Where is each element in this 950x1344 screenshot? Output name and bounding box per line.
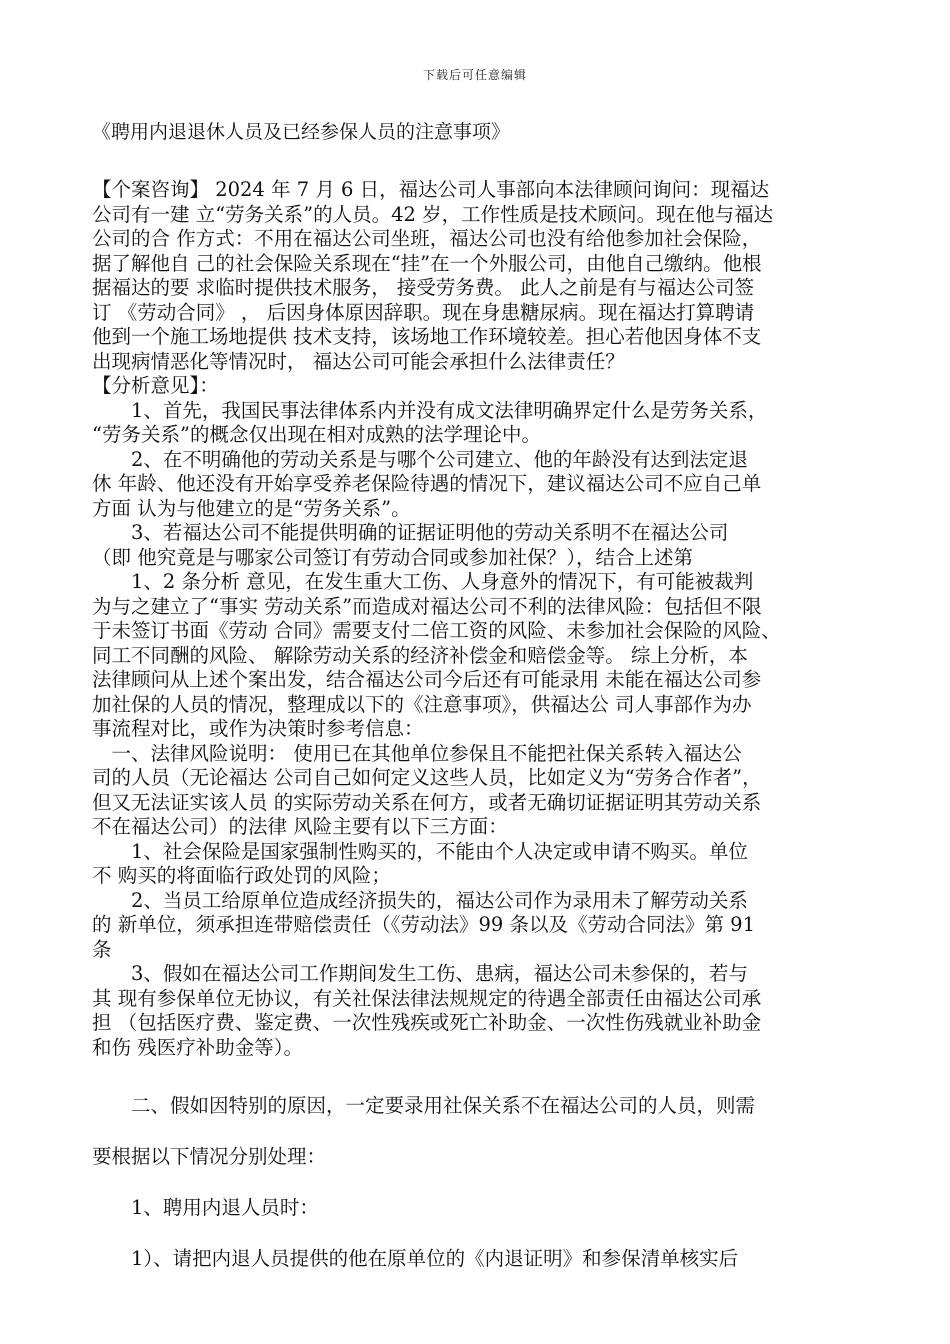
body-line: 1、聘用内退人员时： <box>92 1196 319 1219</box>
body-line: 方面 认为与他建立的是“劳务关系”。 <box>92 496 411 520</box>
body-line: 据了解他自 己的社会保险关系现在“挂”在一个外服公司，由他自己缴纳。他根 <box>92 251 762 275</box>
body-line: 公司有一建 立“劳务关系”的人员。42 岁，工作性质是技术顾问。现在他与福达 <box>92 202 774 226</box>
body-line: 司的人员（无论福达 公司自己如何定义这些人员，比如定义为“劳务合作者”， <box>92 766 762 789</box>
body-line: 不 购买的将面临行政处罚的风险； <box>92 864 391 887</box>
body-line: 担 （包括医疗费、鉴定费、一次性残疾或死亡补助金、一次性伤残就业补助金 <box>92 1011 762 1034</box>
body-line: 2、当员工给原单位造成经济损失的，福达公司作为录用未了解劳动关系 <box>92 888 748 912</box>
body-line: （即 他究竟是与哪家公司签订有劳动合同或参加社保？），结合上述第 <box>92 545 693 569</box>
body-line: 于未签订书面《劳动 合同》需要支付二倍工资的风险、未参加社会保险的风险、 <box>92 619 781 642</box>
body-line: 其 现有参保单位无协议，有关社保法律法规规定的待遇全部责任由福达公司承 <box>92 986 762 1010</box>
body-line: 但又无法证实该人员 的实际劳动关系在何方，或者无确切证据证明其劳动关系 <box>92 790 762 814</box>
section-heading: 【分析意见】： <box>92 374 219 397</box>
document-body <box>92 178 862 1284</box>
body-line: 据福达的要 求临时提供技术服务， 接受劳务费。 此人之前是有与福达公司签 <box>92 276 755 299</box>
body-line: “劳务关系”的概念仅出现在相对成熟的法学理论中。 <box>92 423 541 446</box>
body-line: 一、法律风险说明： 使用已在其他单位参保且不能把社保关系转入福达公 <box>92 741 742 765</box>
header-note: 下载后可任意编辑 <box>422 68 527 82</box>
body-line: 3、假如在福达公司工作期间发生工伤、患病，福达公司未参保的，若与 <box>92 962 748 985</box>
body-line: 出现病情恶化等情况时， 福达公司可能会承担什么法律责任？ <box>92 349 625 373</box>
body-line: 1、2 条分析 意见，在发生重大工伤、人身意外的情况下，有可能被裁判 <box>92 570 754 593</box>
body-line: 【个案咨询】 2024 年 7 月 6 日，福达公司人事部向本法律顾问询问：现福达 <box>92 178 770 201</box>
body-line: 他到一个施工场地提供 技术支持，该场地工作环境较差。担心若他因身体不支 <box>92 325 762 348</box>
body-line: 1、社会保险是国家强制性购买的，不能由个人决定或申请不购买。单位 <box>92 839 748 863</box>
body-line: 1、首先，我国民事法律体系内并没有成文法律明确界定什么是劳务关系， <box>92 398 768 422</box>
body-line: 法律顾问从上述个案出发，结合福达公司今后还有可能录用 未能在福达公司参 <box>92 668 762 691</box>
body-line: 要根据以下情况分别处理： <box>92 1145 327 1168</box>
body-line: 2、在不明确他的劳动关系是与哪个公司建立、他的年龄没有达到法定退 <box>92 447 748 471</box>
body-line: 1）、请把内退人员提供的他在原单位的《内退证明》和参保清单核实后 <box>92 1247 739 1270</box>
body-line: 二、假如因特别的原因，一定要录用社保关系不在福达公司的人员，则需 <box>92 1094 756 1117</box>
body-line: 不在福达公司）的法律 风险主要有以下三方面： <box>92 815 508 838</box>
body-line: 3、若福达公司不能提供明确的证据证明他的劳动关系明不在福达公司 <box>92 521 729 544</box>
body-line: 为与之建立了“事实 劳动关系”而造成对福达公司不利的法律风险：包括但不限 <box>92 594 762 618</box>
paragraph-gap <box>92 1060 862 1080</box>
body-line: 条 <box>92 937 112 961</box>
document-title: 《聘用内退退休人员及已经参保人员的注意事项》 <box>92 121 511 143</box>
body-line: 事流程对比，或作为决策时参考信息： <box>92 717 424 740</box>
body-line: 公司的合 作方式：不用在福达公司坐班，福达公司也没有给他参加社会保险， <box>92 227 762 250</box>
body-line: 和伤 残医疗补助金等）。 <box>92 1035 303 1059</box>
body-line: 加社保的人员的情况，整理成以下的《注意事项》，供福达公 司人事部作为办 <box>92 692 752 716</box>
body-line: 休 年龄、他还没有开始享受养老保险待遇的情况下，建议福达公司不应自己单 <box>92 472 762 495</box>
body-line: 的 新单位，须承担连带赔偿责任（《劳动法》99 条以及《劳动合同法》第 91 <box>92 913 755 936</box>
body-line: 同工不同酬的风险、 解除劳动关系的经济补偿金和赔偿金等。 综上分析，本 <box>92 643 748 667</box>
body-line: 订 《劳动合同》 ， 后因身体原因辞职。现在身患糖尿病。现在福达打算聘请 <box>92 300 755 324</box>
